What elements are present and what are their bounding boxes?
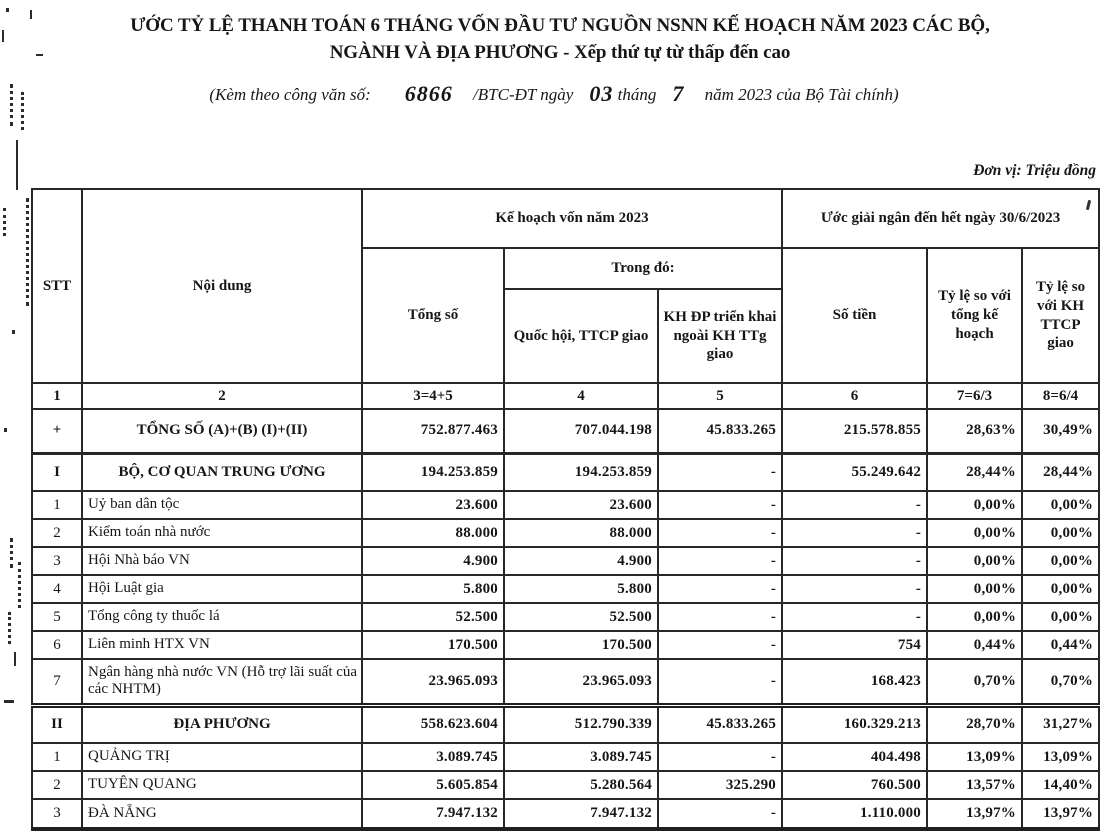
cell-ty-le-tong: 0,00% (927, 519, 1022, 547)
header-noi-dung: Nội dung (82, 189, 362, 383)
page-title (30, 12, 1090, 66)
cell-ty-le-kh: 0,00% (1022, 491, 1099, 519)
handwritten-doc-number: 6866 (404, 81, 453, 106)
scan-artifact (4, 700, 14, 703)
cell-ty-le-tong: 28,44% (927, 453, 1022, 491)
table-row-section-I (32, 453, 1099, 491)
cell-so-tien: 168.423 (782, 659, 927, 705)
handwritten-day: 03 (589, 81, 614, 106)
cell-ty-le-kh: 0,00% (1022, 575, 1099, 603)
row-label: TỔNG SỐ (A)+(B) (I)+(II) (82, 409, 362, 453)
cell-so-tien: 754 (782, 631, 927, 659)
column-number: 7=6/3 (927, 383, 1022, 409)
cell-ty-le-tong: 0,00% (927, 575, 1022, 603)
cell-so-tien: - (782, 547, 927, 575)
cell-ty-le-kh: 13,09% (1022, 743, 1099, 771)
row-label: TUYÊN QUANG (82, 771, 362, 799)
table-row (32, 631, 1099, 659)
cell-tong-so: 88.000 (362, 519, 504, 547)
header-tong-so: Tổng số (362, 248, 504, 383)
scan-artifact (12, 330, 15, 334)
row-stt: 6 (32, 631, 82, 659)
row-stt: 4 (32, 575, 82, 603)
row-label: Liên minh HTX VN (82, 631, 362, 659)
cell-so-tien: 215.578.855 (782, 409, 927, 453)
header-quoc-hoi: Quốc hội, TTCP giao (504, 289, 658, 383)
table-row-section-II (32, 705, 1099, 743)
scan-artifact (14, 652, 16, 666)
header-trong-do: Trong đó: (504, 248, 782, 289)
row-stt: 2 (32, 519, 82, 547)
handwritten-month: 7 (672, 81, 685, 106)
scan-artifact (3, 208, 6, 236)
cell-tong-so: 752.877.463 (362, 409, 504, 453)
row-label: ĐÀ NẴNG (82, 799, 362, 829)
row-label: ĐỊA PHƯƠNG (82, 705, 362, 743)
row-label: Uỷ ban dân tộc (82, 491, 362, 519)
column-number: 4 (504, 383, 658, 409)
row-stt: 2 (32, 771, 82, 799)
cell-tong-so: 558.623.604 (362, 705, 504, 743)
row-stt: 1 (32, 743, 82, 771)
scan-artifact (10, 538, 13, 568)
cell-ty-le-kh: 0,00% (1022, 547, 1099, 575)
cell-quoc-hoi: 52.500 (504, 603, 658, 631)
cell-ty-le-kh: 13,97% (1022, 799, 1099, 829)
cell-quoc-hoi: 7.947.132 (504, 799, 658, 829)
row-label: Kiểm toán nhà nước (82, 519, 362, 547)
header-ke-hoach: Kế hoạch vốn năm 2023 (362, 189, 782, 248)
header-ty-le-kh: Tỷ lệ so với KH TTCP giao (1022, 248, 1099, 383)
row-stt: I (32, 453, 82, 491)
column-number: 5 (658, 383, 782, 409)
cell-ty-le-tong: 0,00% (927, 603, 1022, 631)
column-number: 6 (782, 383, 927, 409)
row-stt: II (32, 705, 82, 743)
header-ty-le-tong: Tỷ lệ so với tổng kế hoạch (927, 248, 1022, 383)
scan-artifact (6, 8, 9, 12)
table-row (32, 743, 1099, 771)
cell-quoc-hoi: 194.253.859 (504, 453, 658, 491)
header-so-tien: Số tiền (782, 248, 927, 383)
row-label: Hội Luật gia (82, 575, 362, 603)
cell-ty-le-kh: 0,44% (1022, 631, 1099, 659)
subtitle-prefix: (Kèm theo công văn số: (209, 85, 371, 104)
column-number: 1 (32, 383, 82, 409)
cell-quoc-hoi: 4.900 (504, 547, 658, 575)
cell-ty-le-kh: 30,49% (1022, 409, 1099, 453)
cell-so-tien: - (782, 603, 927, 631)
cell-ty-le-tong: 0,00% (927, 547, 1022, 575)
cell-kh-dp: - (658, 491, 782, 519)
cell-ty-le-tong: 0,00% (927, 491, 1022, 519)
column-number: 2 (82, 383, 362, 409)
cell-ty-le-tong: 28,70% (927, 705, 1022, 743)
cell-ty-le-tong: 13,57% (927, 771, 1022, 799)
table-row (32, 491, 1099, 519)
table-row (32, 575, 1099, 603)
cell-quoc-hoi: 512.790.339 (504, 705, 658, 743)
row-label: Hội Nhà báo VN (82, 547, 362, 575)
cell-quoc-hoi: 707.044.198 (504, 409, 658, 453)
cell-kh-dp: - (658, 603, 782, 631)
scan-artifact (4, 428, 7, 432)
table-row (32, 659, 1099, 705)
cell-quoc-hoi: 23.965.093 (504, 659, 658, 705)
cell-so-tien: 55.249.642 (782, 453, 927, 491)
cell-kh-dp: 45.833.265 (658, 705, 782, 743)
cell-tong-so: 5.800 (362, 575, 504, 603)
row-label: QUẢNG TRỊ (82, 743, 362, 771)
cell-so-tien: - (782, 519, 927, 547)
cell-kh-dp: - (658, 799, 782, 829)
cell-quoc-hoi: 88.000 (504, 519, 658, 547)
cell-tong-so: 7.947.132 (362, 799, 504, 829)
cell-kh-dp: - (658, 743, 782, 771)
cell-tong-so: 23.965.093 (362, 659, 504, 705)
header-kh-dp: KH ĐP triển khai ngoài KH TTg giao (658, 289, 782, 383)
cell-ty-le-tong: 13,09% (927, 743, 1022, 771)
cell-tong-so: 3.089.745 (362, 743, 504, 771)
cell-tong-so: 23.600 (362, 491, 504, 519)
cell-ty-le-kh: 28,44% (1022, 453, 1099, 491)
cell-ty-le-tong: 0,70% (927, 659, 1022, 705)
row-label: BỘ, CƠ QUAN TRUNG ƯƠNG (82, 453, 362, 491)
cell-so-tien: 404.498 (782, 743, 927, 771)
scan-artifact (26, 198, 29, 306)
cell-so-tien: - (782, 575, 927, 603)
cell-tong-so: 4.900 (362, 547, 504, 575)
row-stt: 3 (32, 547, 82, 575)
cell-kh-dp: - (658, 575, 782, 603)
subtitle-suffix: năm 2023 của Bộ Tài chính) (704, 85, 899, 104)
cell-quoc-hoi: 170.500 (504, 631, 658, 659)
table-row (32, 771, 1099, 799)
subtitle-mid1: /BTC-ĐT ngày (473, 85, 574, 104)
cell-tong-so: 52.500 (362, 603, 504, 631)
header-uoc-giai-ngan: Ước giải ngân đến hết ngày 30/6/2023 (782, 189, 1099, 248)
header-stt: STT (32, 189, 82, 383)
scan-artifact (8, 612, 11, 644)
title-line-2: NGÀNH VÀ ĐỊA PHƯƠNG - Xếp thứ tự từ thấp đến cao (329, 42, 791, 63)
table-row (32, 799, 1099, 829)
cell-so-tien: 160.329.213 (782, 705, 927, 743)
cell-kh-dp: - (658, 659, 782, 705)
column-number: 8=6/4 (1022, 383, 1099, 409)
cell-quoc-hoi: 3.089.745 (504, 743, 658, 771)
cell-kh-dp: 45.833.265 (658, 409, 782, 453)
cell-kh-dp: - (658, 631, 782, 659)
column-number: 3=4+5 (362, 383, 504, 409)
cell-kh-dp: 325.290 (658, 771, 782, 799)
table-row (32, 547, 1099, 575)
row-label: Ngân hàng nhà nước VN (Hỗ trợ lãi suất của các NHTM) (82, 659, 362, 705)
unit-label: Đơn vị: Triệu đồng (973, 162, 1096, 179)
cell-quoc-hoi: 23.600 (504, 491, 658, 519)
cell-quoc-hoi: 5.800 (504, 575, 658, 603)
cell-ty-le-kh: 31,27% (1022, 705, 1099, 743)
scan-artifact (16, 140, 18, 190)
cell-ty-le-kh: 0,00% (1022, 603, 1099, 631)
cell-so-tien: 1.110.000 (782, 799, 927, 829)
subtitle-mid2: tháng (617, 85, 657, 104)
cell-tong-so: 5.605.854 (362, 771, 504, 799)
table-row-grand-total (32, 409, 1099, 453)
cell-tong-so: 194.253.859 (362, 453, 504, 491)
cell-kh-dp: - (658, 547, 782, 575)
cell-ty-le-tong: 28,63% (927, 409, 1022, 453)
cell-kh-dp: - (658, 519, 782, 547)
cell-so-tien: - (782, 491, 927, 519)
title-line-1: ƯỚC TỶ LỆ THANH TOÁN 6 THÁNG VỐN ĐẦU TƯ NGUỒN NSNN KẾ HOẠCH NĂM 2023 CÁC BỘ, (130, 15, 990, 36)
table-row (32, 603, 1099, 631)
cell-tong-so: 170.500 (362, 631, 504, 659)
cell-ty-le-tong: 13,97% (927, 799, 1022, 829)
row-stt: + (32, 409, 82, 453)
cell-ty-le-tong: 0,44% (927, 631, 1022, 659)
cell-ty-le-kh: 0,00% (1022, 519, 1099, 547)
row-stt: 3 (32, 799, 82, 829)
cell-ty-le-kh: 14,40% (1022, 771, 1099, 799)
cell-kh-dp: - (658, 453, 782, 491)
scan-artifact (2, 30, 4, 42)
row-stt: 1 (32, 491, 82, 519)
row-stt: 7 (32, 659, 82, 705)
cell-so-tien: 760.500 (782, 771, 927, 799)
row-stt: 5 (32, 603, 82, 631)
payment-rate-table (31, 188, 1100, 831)
scan-artifact (18, 562, 21, 608)
table-row (32, 519, 1099, 547)
cell-quoc-hoi: 5.280.564 (504, 771, 658, 799)
cell-ty-le-kh: 0,70% (1022, 659, 1099, 705)
row-label: Tổng công ty thuốc lá (82, 603, 362, 631)
document-reference-line (0, 80, 1108, 106)
